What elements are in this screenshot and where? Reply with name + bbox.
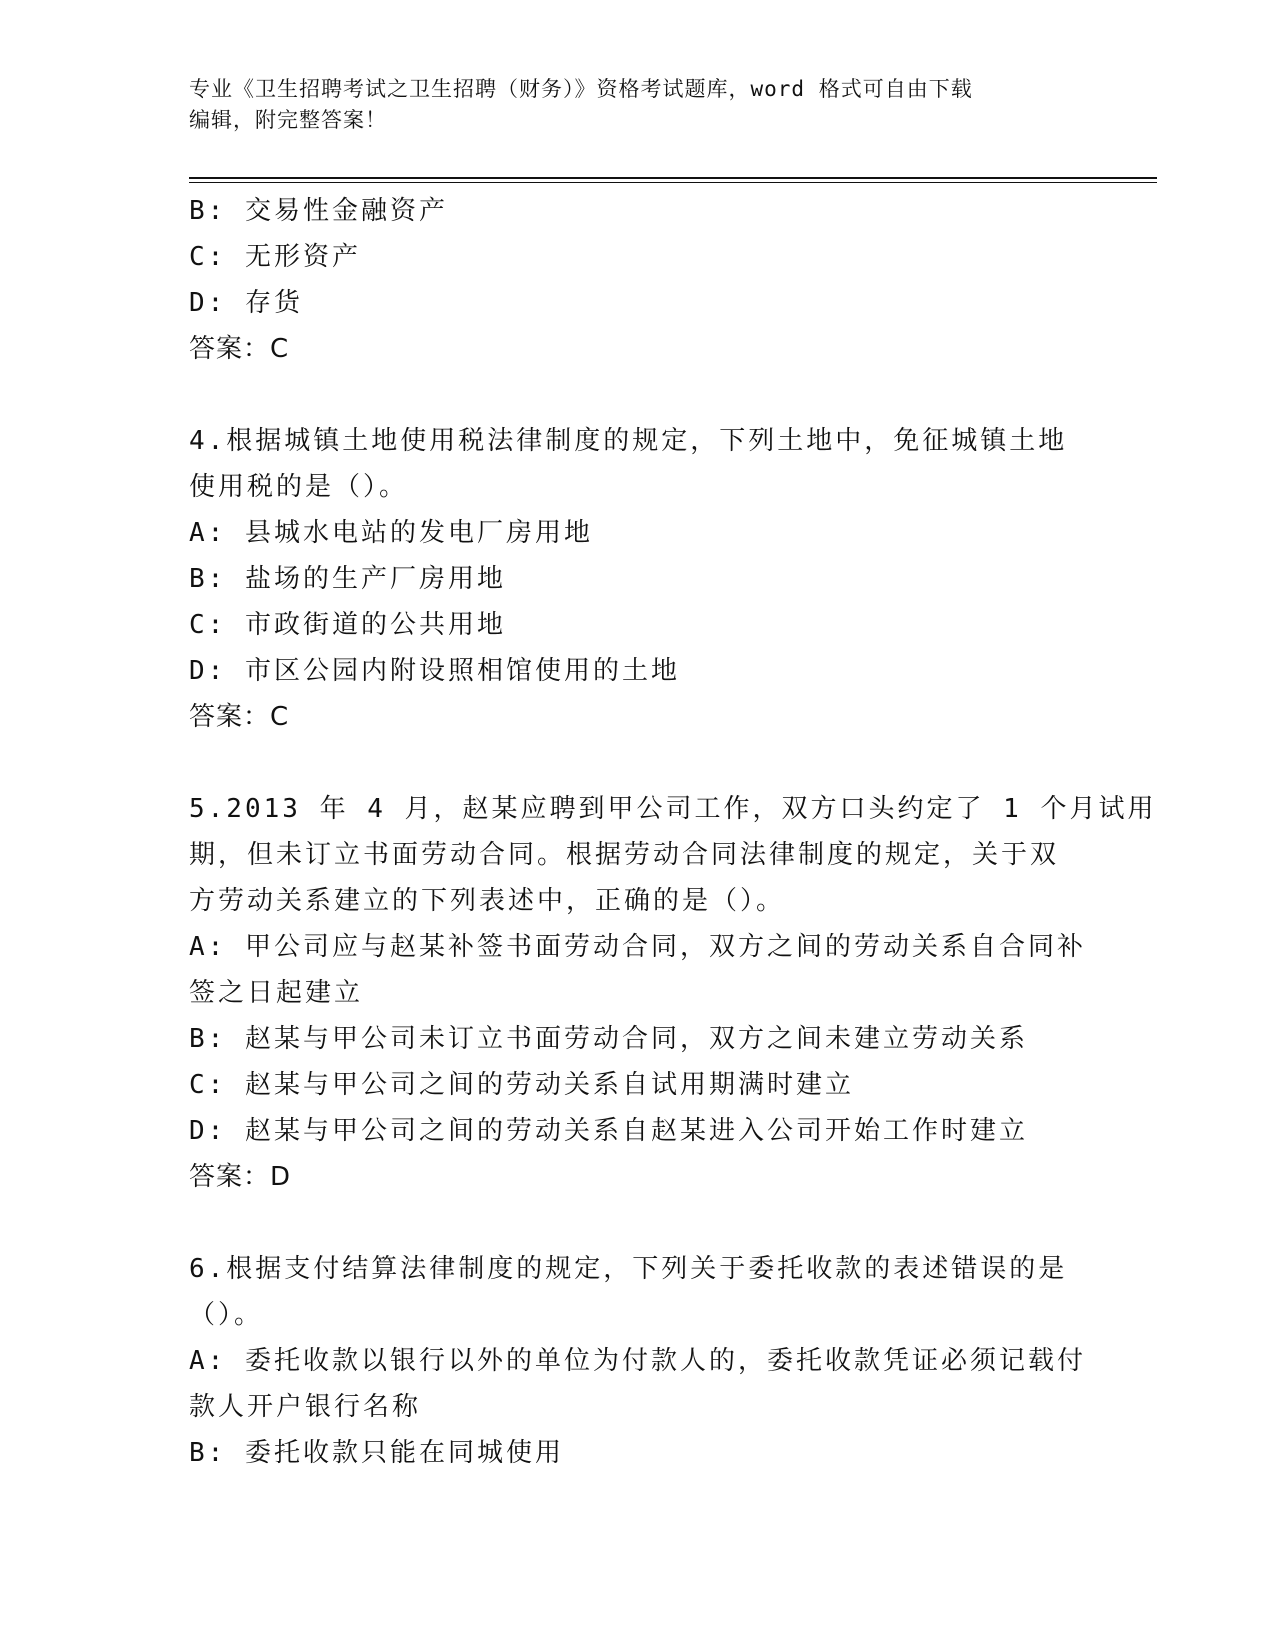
header-line-1: 专业《卫生招聘考试之卫生招聘（财务）》资格考试题库，word 格式可自由下载 (189, 77, 973, 101)
option-a: A: 委托收款以银行以外的单位为付款人的，委托收款凭证必须记载付 (189, 1346, 1086, 1376)
option-d: D: 存货 (189, 288, 303, 318)
option-b: B: 委托收款只能在同城使用 (189, 1438, 564, 1468)
question-stem-line: （）。 (189, 1300, 264, 1330)
answer: 答案：C (189, 702, 290, 732)
option-b: B: 赵某与甲公司未订立书面劳动合同，双方之间未建立劳动关系 (189, 1024, 1028, 1054)
option-a-continued: 签之日起建立 (189, 978, 364, 1008)
option-c: C: 市政街道的公共用地 (189, 610, 506, 640)
question-stem-line: 使用税的是（）。 (189, 472, 409, 502)
option-a-continued: 款人开户银行名称 (189, 1392, 422, 1422)
option-c: C: 无形资产 (189, 242, 361, 272)
option-d: D: 市区公园内附设照相馆使用的土地 (189, 656, 680, 686)
header-rule-thin (189, 182, 1157, 183)
question-stem-line: 4.根据城镇土地使用税法律制度的规定，下列土地中，免征城镇土地 (189, 426, 1068, 456)
option-b: B: 盐场的生产厂房用地 (189, 564, 506, 594)
option-a: A: 甲公司应与赵某补签书面劳动合同，双方之间的劳动关系自合同补 (189, 932, 1086, 962)
question-stem-line: 5.2013 年 4 月，赵某应聘到甲公司工作，双方口头约定了 1 个月试用 (189, 794, 1157, 824)
question-6 (189, 1246, 1089, 1476)
header-rule-thick (189, 177, 1157, 179)
question-stem-line: 期，但未订立书面劳动合同。根据劳动合同法律制度的规定，关于双 (189, 840, 1060, 870)
option-c: C: 赵某与甲公司之间的劳动关系自试用期满时建立 (189, 1070, 854, 1100)
question-3 (189, 188, 1089, 372)
answer: 答案：C (189, 334, 290, 364)
question-stem-line: 方劳动关系建立的下列表述中，正确的是（）。 (189, 886, 786, 916)
question-stem-line: 6.根据支付结算法律制度的规定，下列关于委托收款的表述错误的是 (189, 1254, 1068, 1284)
option-b: B: 交易性金融资产 (189, 196, 448, 226)
option-a: A: 县城水电站的发电厂房用地 (189, 518, 593, 548)
header-line-2: 编辑，附完整答案！ (189, 108, 387, 132)
question-5 (189, 786, 1157, 1200)
question-list (189, 188, 1157, 1476)
option-d: D: 赵某与甲公司之间的劳动关系自赵某进入公司开始工作时建立 (189, 1116, 1028, 1146)
question-4 (189, 418, 1089, 740)
page-header (189, 74, 1089, 136)
answer: 答案：D (189, 1162, 292, 1192)
